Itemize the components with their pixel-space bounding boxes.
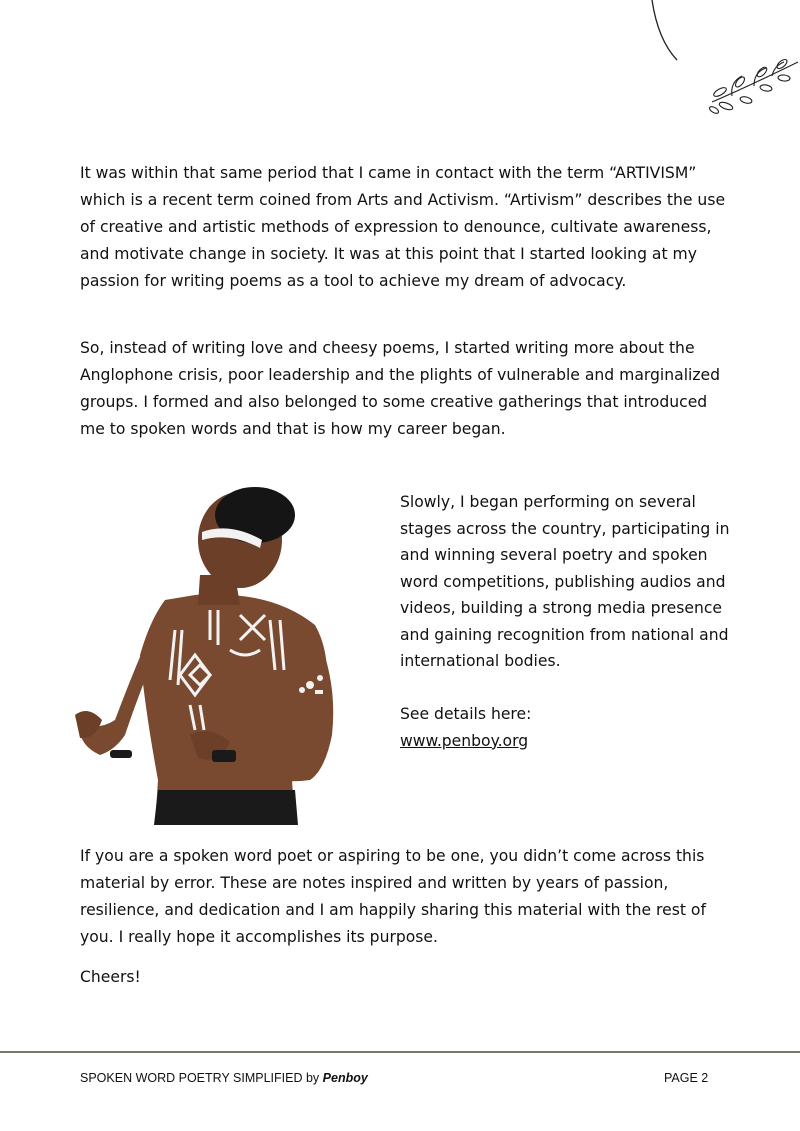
footer-author: Penboy (322, 1071, 368, 1085)
footer-book-title: SPOKEN WORD POETRY SIMPLIFIED by (80, 1071, 320, 1085)
performer-photo (70, 480, 355, 830)
leafy-branch-icon (702, 52, 800, 114)
paragraph-artivism: It was within that same period that I came in contact with the term “ARTIVISM” which is a recent term coined from Arts and Activism. “Artivism” describes the use of creative and artistic methods of expression to denounce, cultivate awareness, and motivate change in society. It was at this point that I started looking at my passion for writing poems as a tool to achieve my dream of advocacy. (80, 164, 726, 290)
page-number: PAGE 2 (664, 1071, 709, 1085)
footer-divider (0, 1051, 800, 1053)
footer-title (80, 1071, 368, 1085)
paragraph-career-start: So, instead of writing love and cheesy poems, I started writing more about the Anglophone crisis, poor leadership and the plights of vulnerable and marginalized groups. I formed and also belonged to some creative gatherings that introduced me to spoken words and that is how my career began. (80, 339, 721, 438)
paragraph-performing: Slowly, I began performing on several stages across the country, participating in and winning several poetry and spoken word competitions, publishing audios and videos, building a strong media presence and gaining recognition from national and international bodies. (400, 493, 730, 670)
closing-line: Cheers! (80, 968, 141, 986)
see-details-label: See details here: (400, 705, 532, 723)
website-link[interactable]: www.penboy.org (400, 731, 529, 750)
paragraph-purpose: If you are a spoken word poet or aspiring to be one, you didn’t come across this material by error. These are notes inspired and written by years of passion, resilience, and dedication and I am happily sharing this material with the rest of you. I really hope it accomplishes its purpose. (80, 847, 706, 946)
performing-summary (400, 489, 740, 754)
